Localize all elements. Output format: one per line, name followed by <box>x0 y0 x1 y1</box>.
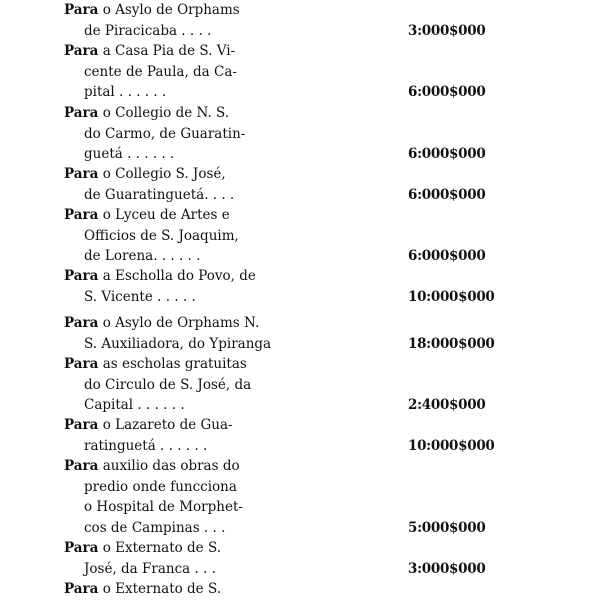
para-word: Para <box>64 581 99 597</box>
entry-line: de Guaratinguetá. . . . <box>84 186 235 203</box>
entry-text <box>64 103 264 165</box>
entry-line: Para o Collegio S. José, <box>64 166 226 182</box>
entry-text <box>64 415 264 456</box>
entry-line: de Piracicaba . . . . <box>84 22 212 39</box>
entry-line: Para o Collegio de N. S. <box>64 105 230 121</box>
para-word: Para <box>64 417 99 433</box>
entry-line: S. Vicente . . . . . <box>84 288 196 305</box>
entry-amount: 6:000$000 <box>408 248 486 264</box>
entry-line: de Lorena. . . . . . <box>84 248 201 264</box>
entry-text <box>64 354 264 416</box>
entry-line: S. Auxiliadora, do Ypiranga <box>84 335 272 352</box>
entry-amount: 6:000$000 <box>408 84 486 100</box>
entry-amount: 3:000$000 <box>408 22 486 39</box>
para-word: Para <box>64 207 99 223</box>
para-word: Para <box>64 2 99 18</box>
entry-amount: 6:000$000 <box>408 186 486 203</box>
entry-line: cos de Campinas . . . <box>84 519 226 536</box>
entry-text <box>64 579 264 600</box>
entry-line: Para a Casa Pia de S. Vi- <box>64 43 236 59</box>
para-word: Para <box>64 43 99 59</box>
entry-amount: 5:000$000 <box>408 519 486 536</box>
entry-line: do Carmo, de Guaratin- <box>84 125 246 142</box>
entry-line: do Circulo de S. José, da <box>84 376 252 393</box>
entry-line: guetá . . . . . . <box>84 146 175 162</box>
entry-line: Para o Externato de S. <box>64 581 222 597</box>
entry-line: Para o Lazareto de Gua- <box>64 417 233 433</box>
para-word: Para <box>64 540 99 556</box>
entry-text <box>64 0 264 41</box>
entry-line: Para o Externato de S. <box>64 540 222 556</box>
para-word: Para <box>64 166 99 182</box>
entry-text <box>64 456 264 538</box>
entry-line: o Hospital de Morphet- <box>84 499 243 515</box>
entry-line: Para a Escholla do Povo, de <box>64 268 256 284</box>
entry-text <box>64 266 264 307</box>
entry-text <box>64 41 264 103</box>
entry-amount: 10:000$000 <box>408 288 495 305</box>
para-word: Para <box>64 458 99 474</box>
entry-line: Para o Asylo de Orphams N. <box>64 315 260 331</box>
para-word: Para <box>64 356 99 372</box>
entry-line: Para o Asylo de Orphams <box>64 2 240 18</box>
para-word: Para <box>64 315 99 331</box>
para-word: Para <box>64 105 99 121</box>
entry-amount: 18:000$000 <box>408 335 495 352</box>
entry-line: Para as escholas gratuitas <box>64 356 247 372</box>
entry-line: Capital . . . . . . <box>84 397 185 413</box>
entry-text <box>64 538 264 579</box>
entry-line: Para o Lyceu de Artes e <box>64 207 230 223</box>
para-word: Para <box>64 268 99 284</box>
entry-text <box>64 164 264 205</box>
entry-line: Officios de S. Joaquim, <box>84 227 239 244</box>
entry-line: pital . . . . . . <box>84 84 167 100</box>
entry-text <box>64 313 272 354</box>
entry-line: Para auxilio das obras do <box>64 458 240 474</box>
entry-line: predio onde funcciona <box>84 478 237 495</box>
entry-line: cente de Paula, da Ca- <box>84 63 237 80</box>
entry-line: José, da Franca . . . <box>84 560 216 577</box>
entry-amount: 6:000$000 <box>408 146 486 162</box>
entry-line: ratinguetá . . . . . . <box>84 437 208 454</box>
entry-text <box>64 205 264 267</box>
entry-amount: 2:400$000 <box>408 397 486 413</box>
entry-amount: 3:000$000 <box>408 560 486 577</box>
entry-amount: 10:000$000 <box>408 437 495 454</box>
